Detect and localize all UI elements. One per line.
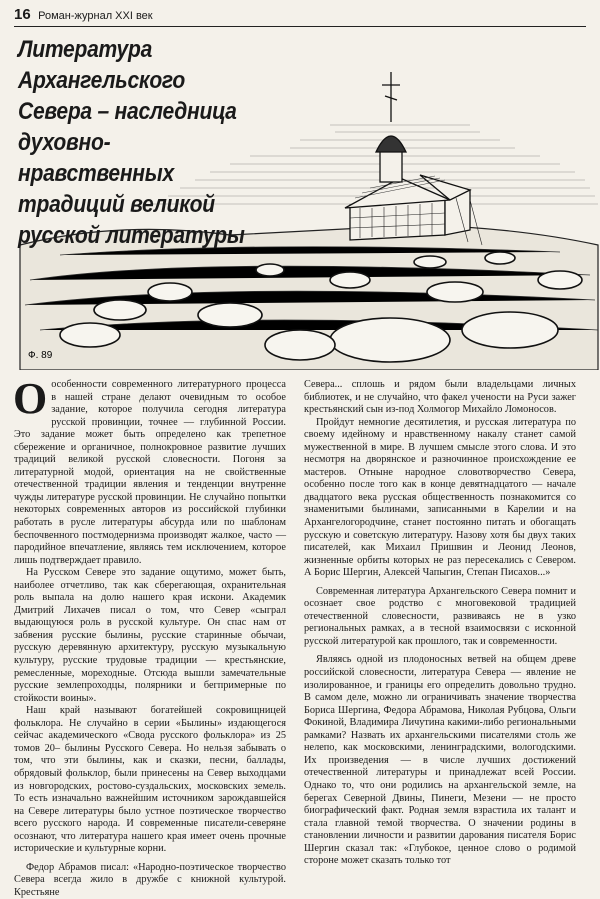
paragraph: Являясь одной из плодоносных ветвей на общем древе российской словесности, литература Севера — явление не изолированное, и границы его определить довольно трудно. В самом деле, можно ли ограничивать значение творчества Бориса Шергина, Федора Абрамова, Николая Рубцова, Ольги Фокиной, Владимира Личутина какими-либо региональными рамками? Назвать их архангельскими писателями столь же нелепо, как московскими, ленинградскими, вологодскими. Их произведения — в числе лучших достижений отечественной литературы и принадлежат всей России. Однако то, что они родились на архангельской земле, на берегах Северной Двины, Пинеги, Мезени — не просто биографический факт. Родная земля взрастила их талант и стала главной темой творчества. О значении родины в становлении личности и развитии дарования писателя Борис Шергин сказал так: «Глубокое, ценное слово о родимой стороне может сказать только тот bbox=[304, 654, 576, 867]
article-title: Литература Архангельского Севера – наследница духовно-нравственных традиций великой русской литературы bbox=[18, 36, 245, 249]
page-header bbox=[14, 6, 586, 27]
page-number: 16 bbox=[14, 6, 31, 23]
left-column bbox=[13, 374, 286, 899]
paragraph: Севера... сплошь и рядом были владельцами личных библиотек, и не случайно, что факел учености на Руси зажег крестьянский сын из-под Холмогор Михайло Ломоносов. bbox=[304, 379, 576, 416]
drop-cap: О bbox=[13, 374, 48, 423]
paragraph: Наш край называют богатейшей сокровищницей фольклора. Не случайно в серии «Былины» издающегося сейчас академического «Свода русского фольклора» из 25 томов 20– былины Русского Севера. Но нельзя забывать о том, что эти былины, как и сказки, песни, баллады, обрядовый фольклор, были принесены на Север выходцами из новгородских, ростово-суздальских, московских земель. То есть изначально важнейшим источником зарождавшейся на Севере литературы было устное поэтическое творчество всего русского народа. И современные писатели-северяне осознают, что литература нашего края имеет очень прочные исторические и культурные корни. bbox=[14, 705, 286, 855]
illustrator-signature: Ф. 89 bbox=[28, 350, 53, 361]
paragraph: Пройдут немногие десятилетия, и русская литература по своему идейному и нравственному накалу станет самой мужественной в мире. В лучшем смысле этого слова. И это несмотря на дворянское и разночинное происхождение ее мастеров. Отныне народное словотворчество Севера, особенно после того как в конце девятнадцатого — начале двадцатого века русская общественность познакомится со знаменитыми былинами, записанными в Карелии и на Архангелогородчине, станет постоянно питать и обогащать русскую и советскую литературу. Назову хотя бы двух таких писателей, как Михаил Пришвин и Леонид Леонов, жизненные орбиты которых не раз пересекались с Севером. А Борис Шергин, Алексей Чапыгин, Степан Писахов...» bbox=[304, 416, 576, 579]
paragraph: Оособенности современного литературного процесса в нашей стране делают очевидным то особое задание, которое получила сегодня литература русской провинции, точнее — глубинной России. Это задание может быть определено как трепетное сбережение и органичное, полнокровное развитие лучших традиций великой русской словесности. Погоня за литературной модой, ориентация на не свойственные отечественной традиции явления и тенденции внутренне чужды литературе русской провинции. Не случайно попытки некоторых современных авторов из российской глубинки работать в русле литературы абсурда или по шаблонам беспочвенного постмодернизма производят жалкое, часто — пародийное впечатление, являясь тем исключением, которое лишь подтверждает правило. bbox=[13, 374, 286, 566]
right-column bbox=[304, 379, 576, 868]
paragraph: Современная литература Архангельского Севера помнит и осознает свое родство с многовековой традицией отечественной словесности, развиваясь не в узко региональных рамках, а в тесной взаимосвязи с исконной русской литературой как прошлого, так и современности. bbox=[304, 585, 576, 647]
paragraph: На Русском Севере это задание ощутимо, может быть, наиболее отчетливо, так как сберегающая, охранительная роль выпала на долю нашего края искони. Академик Дмитрий Лихачев писал о том, что Север «сыграл выдающуюся роль в русской культуре. Он спас нам от забвения русские былины, русские старинные обычаи, русскую деревянную архитектуру, русскую музыкальную культуру, русские трудовые традиции — крестьянские, ремесленные, мореходные. Отсюда вышли замечательные русские землепроходцы, полярники и бегпримерные по стойкости воины». bbox=[14, 567, 286, 704]
paragraph: Федор Абрамов писал: «Народно-поэтическое творчество Севера всегда жило в дружбе с книжной культурой. Крестьяне bbox=[14, 861, 286, 898]
magazine-name: Роман-журнал XXI век bbox=[38, 10, 153, 22]
